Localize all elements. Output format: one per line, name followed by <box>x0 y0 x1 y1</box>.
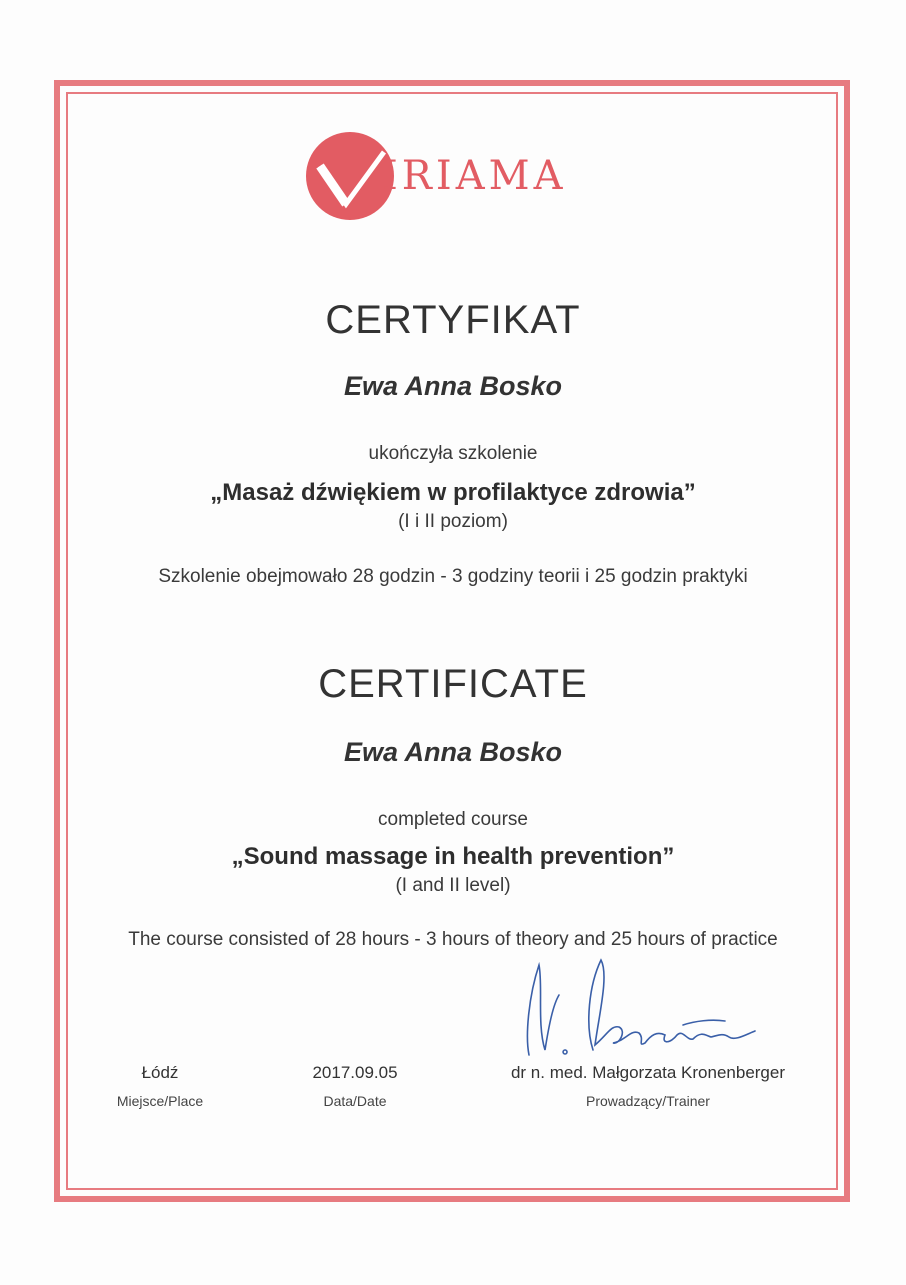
title-english: CERTIFICATE <box>318 662 588 706</box>
completed-text-polish: ukończyła szkolenie <box>368 443 538 464</box>
course-title-english: „Sound massage in health prevention” <box>231 843 675 870</box>
trainer-signature <box>515 955 775 1065</box>
trainer-block <box>480 1062 816 1111</box>
place-value: Łódź <box>141 1063 179 1082</box>
title-polish: CERTYFIKAT <box>325 298 581 342</box>
course-level-polish: (I i II poziom) <box>398 511 508 532</box>
trainer-label: Prowadzący/Trainer <box>586 1093 710 1109</box>
trainer-value: dr n. med. Małgorzata Kronenberger <box>510 1063 786 1082</box>
course-details-polish: Szkolenie obejmowało 28 godzin - 3 godziny teorii i 25 godzin praktyki <box>158 566 748 587</box>
course-level-english: (I and II level) <box>395 875 511 896</box>
date-value: 2017.09.05 <box>312 1063 398 1082</box>
recipient-name-polish: Ewa Anna Bosko <box>343 371 563 401</box>
completed-text-english: completed course <box>378 809 528 830</box>
recipient-name-english: Ewa Anna Bosko <box>343 737 563 767</box>
place-label: Miejsce/Place <box>116 1093 204 1109</box>
course-title-polish: „Masaż dźwiękiem w profilaktyce zdrowia” <box>210 479 696 506</box>
logo-wordmark: IRIAMA <box>382 153 567 199</box>
place-block <box>100 1062 220 1111</box>
v-chevron-circle-icon <box>306 132 394 220</box>
viriama-logo <box>306 132 606 222</box>
course-details-english: The course consisted of 28 hours - 3 hours of theory and 25 hours of practice <box>128 929 778 950</box>
date-label: Data/Date <box>323 1093 387 1109</box>
date-block <box>280 1062 430 1111</box>
